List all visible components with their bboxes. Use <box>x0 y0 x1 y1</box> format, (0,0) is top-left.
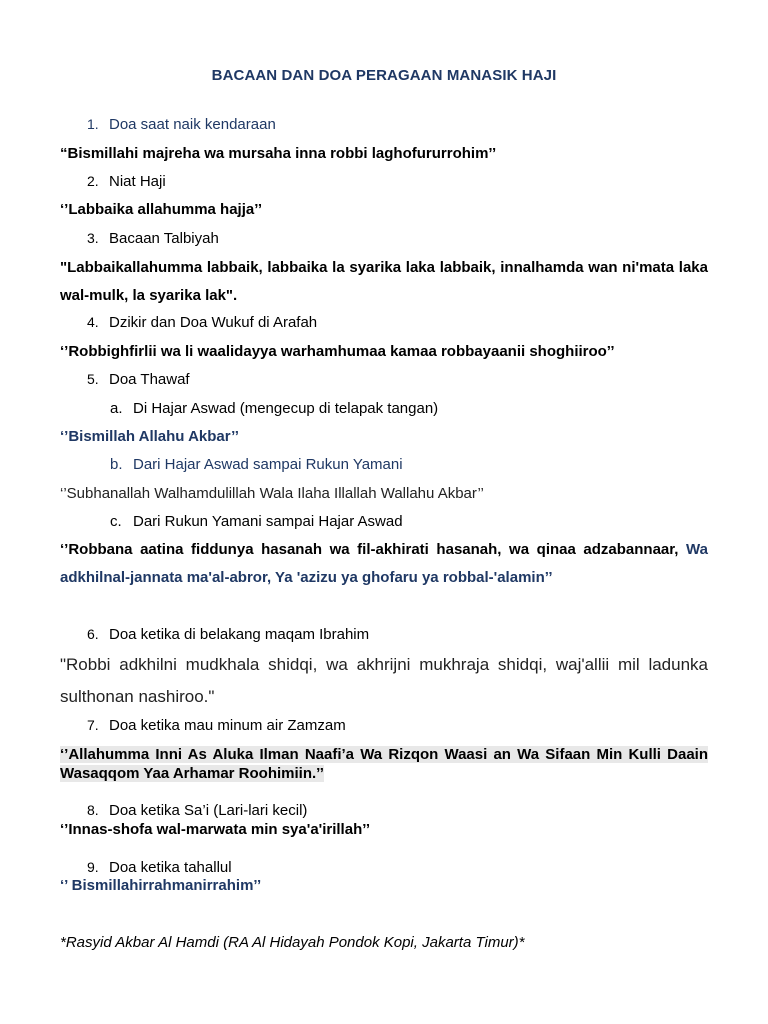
item-number: 5. <box>87 371 99 387</box>
item-label: Doa Thawaf <box>109 371 190 388</box>
sub-item-c <box>110 513 403 530</box>
item-label: Doa ketika di belakang maqam Ibrahim <box>109 626 370 643</box>
list-item-1 <box>87 116 276 133</box>
prayer-text-9: ‘’ Bismillahirrahmanirrahim’’ <box>60 877 262 894</box>
item-number: 2. <box>87 173 99 189</box>
prayer-text-6: "Robbi adkhilni mudkhala shidqi, wa akhrijni mukhraja shidqi, waj'allii mil ladunka sulthonan nashiroo." <box>60 655 708 706</box>
prayer-text-5a: ‘’Bismillah Allahu Akbar’’ <box>60 428 239 445</box>
sub-item-letter: b. <box>110 456 123 473</box>
item-label: Bacaan Talbiyah <box>109 230 219 247</box>
list-item-8 <box>87 802 307 819</box>
item-label: Doa saat naik kendaraan <box>109 116 276 133</box>
list-item-4 <box>87 314 317 331</box>
prayer-text-5c <box>60 536 708 592</box>
list-item-7 <box>87 717 346 734</box>
sub-item-label: Dari Rukun Yamani sampai Hajar Aswad <box>133 513 403 530</box>
prayer-text-5c-part2: Wa adkhilnal-jannata ma'al-abror, Ya 'azizu ya ghofaru ya robbal-'alamin’’ <box>60 541 708 586</box>
prayer-text-1: “Bismillahi majreha wa mursaha inna robbi laghofururrohim’’ <box>60 145 497 162</box>
item-number: 8. <box>87 802 99 818</box>
prayer-text-7 <box>60 745 708 783</box>
item-label: Dzikir dan Doa Wukuf di Arafah <box>109 314 318 331</box>
list-item-9 <box>87 859 232 876</box>
item-label: Doa ketika mau minum air Zamzam <box>109 717 346 734</box>
list-item-2 <box>87 173 166 190</box>
highlighted-text: ‘’Allahumma Inni As Aluka Ilman Naafi’a Wa Rizqon Waasi an Wa Sifaan Min Kulli Daain Wasaqqom Yaa Arhamar Roohimiin.’’ <box>60 746 708 782</box>
list-item-6 <box>87 626 369 643</box>
item-label: Niat Haji <box>109 173 166 190</box>
list-item-5 <box>87 371 190 388</box>
item-label: Doa ketika tahallul <box>109 859 232 876</box>
list-item-3 <box>87 230 219 247</box>
item-number: 9. <box>87 859 99 875</box>
item-number: 3. <box>87 230 99 246</box>
sub-item-label: Dari Hajar Aswad sampai Rukun Yamani <box>133 456 403 473</box>
sub-item-letter: a. <box>110 400 123 417</box>
item-number: 7. <box>87 717 99 733</box>
item-number: 6. <box>87 626 99 642</box>
item-number: 4. <box>87 314 99 330</box>
item-label: Doa ketika Sa’i (Lari-lari kecil) <box>109 802 308 819</box>
item-number: 1. <box>87 116 99 132</box>
prayer-text-8: ‘’Innas-shofa wal-marwata min sya'a'irillah’’ <box>60 821 371 838</box>
sub-item-b <box>110 456 403 473</box>
prayer-text-2: ‘’Labbaika allahumma hajja’’ <box>60 201 263 218</box>
prayer-text-4: ‘’Robbighfirlii wa li waalidayya warhamhumaa kamaa robbayaanii shoghiiroo’’ <box>60 343 615 360</box>
sub-item-letter: c. <box>110 513 122 530</box>
prayer-text-5b: ‘’Subhanallah Walhamdulillah Wala Ilaha Illallah Wallahu Akbar’’ <box>60 485 484 502</box>
sub-item-a <box>110 400 438 417</box>
page-title: BACAAN DAN DOA PERAGAAN MANASIK HAJI <box>211 67 557 84</box>
prayer-text-3: "Labbaikallahumma labbaik, labbaika la syarika laka labbaik, innalhamda wan ni'mata laka wal-mulk, la syarika lak". <box>60 259 708 304</box>
prayer-text-5c-part1: ‘’Robbana aatina fiddunya hasanah wa fil-akhirati hasanah, wa qinaa adzabannaar, <box>60 541 687 558</box>
sub-item-label: Di Hajar Aswad (mengecup di telapak tangan) <box>133 400 439 417</box>
author-footer: *Rasyid Akbar Al Hamdi (RA Al Hidayah Pondok Kopi, Jakarta Timur)* <box>60 934 525 951</box>
